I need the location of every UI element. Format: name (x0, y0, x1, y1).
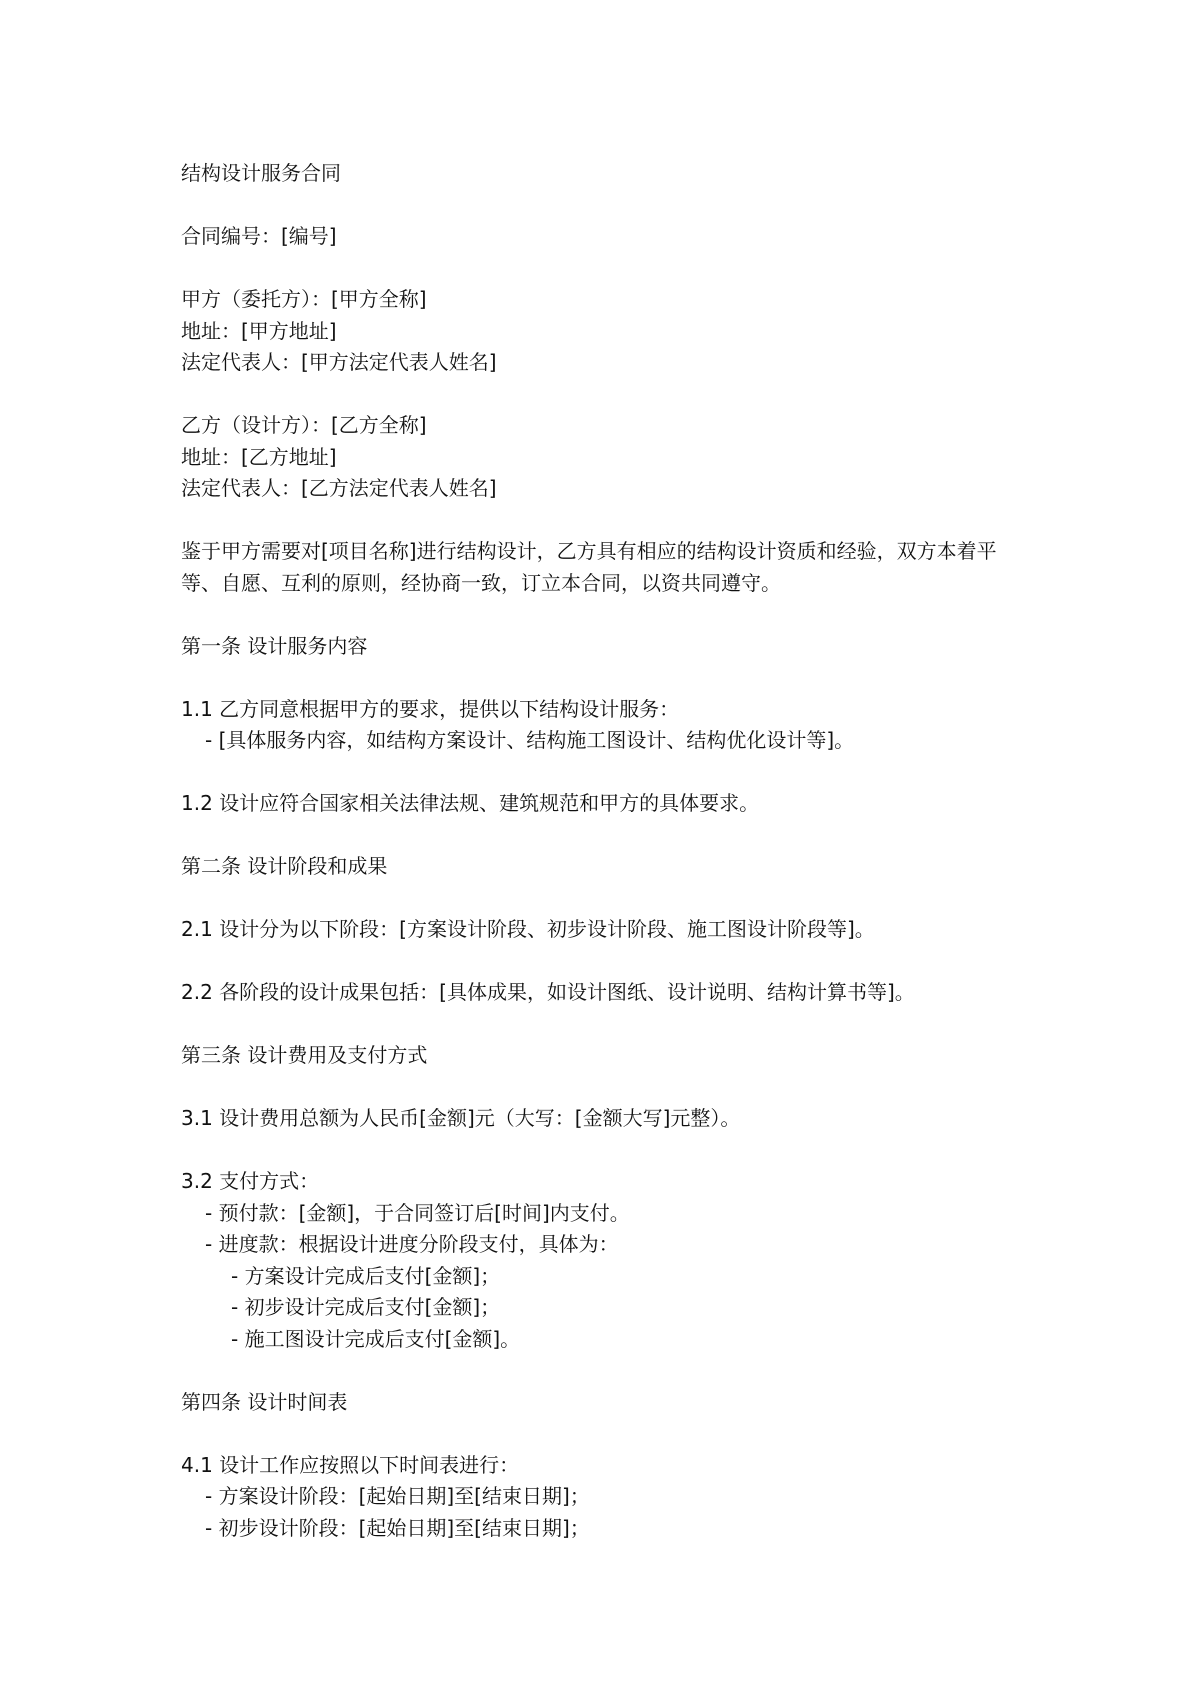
spacer (181, 1009, 1021, 1041)
spacer (181, 1135, 1021, 1167)
clause-1-1: 1.1 乙方同意根据甲方的要求，提供以下结构设计服务： (181, 696, 680, 721)
document-title: 结构设计服务合同 (181, 161, 341, 185)
contract-number: 合同编号：[编号] (181, 224, 337, 248)
article-1-heading: 第一条 设计服务内容 (181, 633, 368, 658)
clause-3-2-progress-payment: - 进度款：根据设计进度分阶段支付，具体为： (205, 1232, 619, 1256)
contract-body (181, 158, 1021, 1544)
clause-3-2-payment-preliminary: - 初步设计完成后支付[金额]； (231, 1295, 501, 1319)
spacer (181, 1418, 1021, 1450)
spacer (181, 1072, 1021, 1104)
spacer (181, 820, 1021, 852)
clause-2-1: 2.1 设计分为以下阶段：[方案设计阶段、初步设计阶段、施工图设计阶段等]。 (181, 917, 875, 941)
article-4-heading: 第四条 设计时间表 (181, 1389, 348, 1414)
spacer (181, 946, 1021, 978)
preamble-paragraph: 鉴于甲方需要对[项目名称]进行结构设计，乙方具有相应的结构设计资质和经验，双方本着平等、自愿、互利的原则，经协商一致，订立本合同，以资共同遵守。 (181, 539, 997, 595)
party-a-name: 甲方（委托方）：[甲方全称] (181, 287, 427, 311)
clause-1-1-item: - [具体服务内容，如结构方案设计、结构施工图设计、结构优化设计等]。 (205, 728, 855, 752)
article-3-heading: 第三条 设计费用及支付方式 (181, 1043, 428, 1067)
party-b-representative: 法定代表人：[乙方法定代表人姓名] (181, 476, 497, 500)
clause-1-2: 1.2 设计应符合国家相关法律法规、建筑规范和甲方的具体要求。 (181, 791, 760, 815)
clause-4-1-scheme-stage: - 方案设计阶段：[起始日期]至[结束日期]； (205, 1484, 590, 1508)
clause-2-2: 2.2 各阶段的设计成果包括：[具体成果，如设计图纸、设计说明、结构计算书等]。 (181, 980, 915, 1004)
party-a-address: 地址：[甲方地址] (181, 318, 337, 343)
spacer (181, 379, 1021, 411)
party-a-representative: 法定代表人：[甲方法定代表人姓名] (181, 350, 497, 374)
spacer (181, 757, 1021, 789)
clause-4-1: 4.1 设计工作应按照以下时间表进行： (181, 1452, 520, 1477)
spacer (181, 253, 1021, 285)
spacer (181, 190, 1021, 222)
party-b-address: 地址：[乙方地址] (181, 444, 337, 469)
spacer (181, 662, 1021, 694)
article-2-heading: 第二条 设计阶段和成果 (181, 854, 388, 878)
clause-3-2-prepayment: - 预付款：[金额]，于合同签订后[时间]内支付。 (205, 1200, 630, 1225)
clause-3-2-payment-construction: - 施工图设计完成后支付[金额]。 (231, 1326, 521, 1351)
spacer (181, 505, 1021, 537)
clause-4-1-preliminary-stage: - 初步设计阶段：[起始日期]至[结束日期]； (205, 1515, 590, 1540)
clause-3-2: 3.2 支付方式： (181, 1169, 320, 1193)
spacer (181, 883, 1021, 915)
spacer (181, 599, 1021, 631)
clause-3-1: 3.1 设计费用总额为人民币[金额]元（大写：[金额大写]元整）。 (181, 1106, 741, 1130)
party-b-name: 乙方（设计方）：[乙方全称] (181, 413, 427, 437)
clause-3-2-payment-scheme: - 方案设计完成后支付[金额]； (231, 1263, 501, 1288)
spacer (181, 1355, 1021, 1387)
